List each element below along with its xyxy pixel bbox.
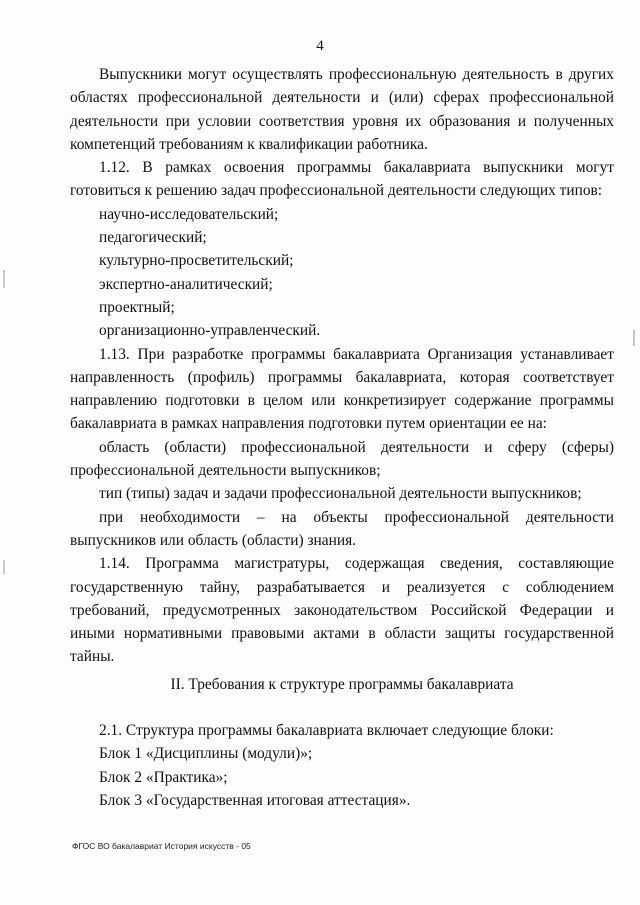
paragraph-1-12: 1.12. В рамках освоения программы бакалавриата выпускники могут готовиться к решению задач профессиональной деятельности следующих типов: — [70, 159, 614, 200]
list-item-block: Блок 3 «Государственная итоговая аттестация». — [99, 791, 411, 809]
paragraph-orientation-objects: при необходимости – на объекты профессиональной деятельности выпускников или область (области) знания. — [70, 508, 614, 549]
list-item-activity-type: культурно-просветительский; — [99, 252, 294, 270]
list-item-activity-type: экспертно-аналитический; — [99, 275, 273, 293]
section-2 — [70, 673, 614, 696]
list-item-activity-type: научно-исследовательский; — [99, 205, 279, 223]
paragraph-2-1: 2.1. Структура программы бакалавриата включает следующие блоки: — [99, 722, 554, 739]
paragraph-orientation-area: область (области) профессиональной деятельности и сферу (сферы) профессиональной деятельности выпускников; — [70, 438, 614, 480]
scan-edge-mark — [633, 330, 635, 346]
list-item-activity-type: педагогический; — [99, 229, 207, 247]
list-item-activity-type: организационно-управленческий. — [99, 322, 321, 340]
section-heading: II. Требования к структуре программы бакалавриата — [170, 676, 514, 693]
section-2-body — [70, 719, 614, 812]
scan-edge-mark — [3, 270, 5, 288]
list-item-block: Блок 1 «Дисциплины (модули)»; — [99, 745, 313, 763]
scan-edge-mark — [3, 560, 5, 574]
page-number: 4 — [316, 38, 324, 54]
paragraph-orientation-tasks: тип (типы) задач и задачи профессиональной деятельности выпускников; — [99, 485, 582, 503]
paragraph-graduates-other-areas: Выпускники могут осуществлять профессиональную деятельность в других областях профессиональной деятельности и (или) сферах профессиональной деятельности при условии соответствия уровня их образования и полученных компетенций требованиям к квалификации работника. — [70, 66, 614, 153]
paragraph-1-14: 1.14. Программа магистратуры, содержащая сведения, составляющие государственную тайну, разрабатывается и реализуется с соблюдением требований, предусмотренных законодательством Российской Федерации и иными нормативными правовыми актами в области защиты государственной тайны. — [70, 555, 614, 666]
document-footer: ФГОС ВО бакалавриат История искусств - 05 — [72, 841, 251, 851]
list-item-activity-type: проектный; — [99, 298, 175, 316]
list-item-block: Блок 2 «Практика»; — [99, 768, 228, 786]
paragraph-1-13: 1.13. При разработке программы бакалавриата Организация устанавливает направленность (профиль) программы бакалавриата, которая соответствует направлению подготовки в целом или конкретизирует содержание программы бакалавриата в рамках направления подготовки путем ориентации ее на: — [70, 345, 614, 433]
document-body — [70, 63, 614, 669]
